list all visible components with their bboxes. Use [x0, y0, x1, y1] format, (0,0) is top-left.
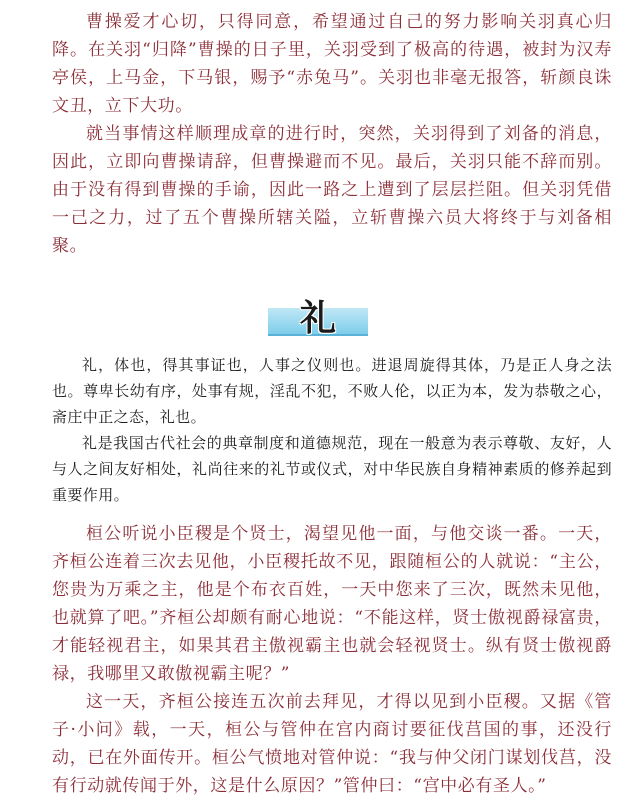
story-paragraph: 桓公听说小臣稷是个贤士，渴望见他一面，与他交谈一番。一天，齐桓公连着三次去见他，小臣稷托故不见，跟随桓公的人就说：“主公，您贵为万乘之主，他是个布衣百姓，一天中您来了三次，既然未见他，也就算了吧。”齐桓公却颇有耐心地说：“不能这样，贤士傲视爵禄富贵，才能轻视君主，如果其君主傲视霸主也就会轻视贤士。纵有贤士傲视爵禄，我哪里又敢傲视霸主呢？” [52, 524, 612, 684]
story-paragraph: 就当事情这样顺理成章的进行时，突然，关羽得到了刘备的消息，因此，立即向曹操请辞，但曹操避而不见。最后，关羽只能不辞而别。由于没有得到曹操的手谕，因此一路之上遭到了层层拦阻。但关羽凭借一己之力，过了五个曹操所辖关隘，立斩曹操六员大将终于与刘备相聚。 [52, 124, 612, 256]
section-title: 礼 [299, 297, 336, 339]
definition-text-block [52, 352, 612, 508]
definition-paragraph: 礼是我国古代社会的典章制度和道德规范，现在一般意为表示尊敬、友好，人与人之间友好相处，礼尚往来的礼节或仪式，对中华民族自身精神素质的修养起到重要作用。 [52, 434, 612, 504]
section-heading [268, 296, 368, 340]
story-paragraph: 曹操爱才心切，只得同意，希望通过自己的努力影响关羽真心归降。在关羽“归降”曹操的日子里，关羽受到了极高的待遇，被封为汉寿亭侯，上马金，下马银，赐予“赤兔马”。关羽也非毫无报答，斩颜良诛文丑，立下大功。 [52, 12, 612, 116]
story-paragraph: 这一天，齐桓公接连五次前去拜见，才得以见到小臣稷。又据《管子·小问》载，一天，桓公与管仲在宫内商讨要征伐莒国的事，还没行动，已在外面传开。桓公气愤地对管仲说：“我与仲父闭门谋划伐莒，没有行动就传闻于外，这是什么原因？”管仲曰：“宫中必有圣人。” [52, 692, 612, 796]
story-text-block-2 [52, 520, 612, 800]
definition-paragraph: 礼，体也，得其事证也，人事之仪则也。进退周旋得其体，乃是正人身之法也。尊卑长幼有序，处事有规，淫乱不犯，不败人伦，以正为本，发为恭敬之心，斋庄中正之态，礼也。 [52, 356, 612, 426]
story-text-block-1 [52, 8, 612, 260]
